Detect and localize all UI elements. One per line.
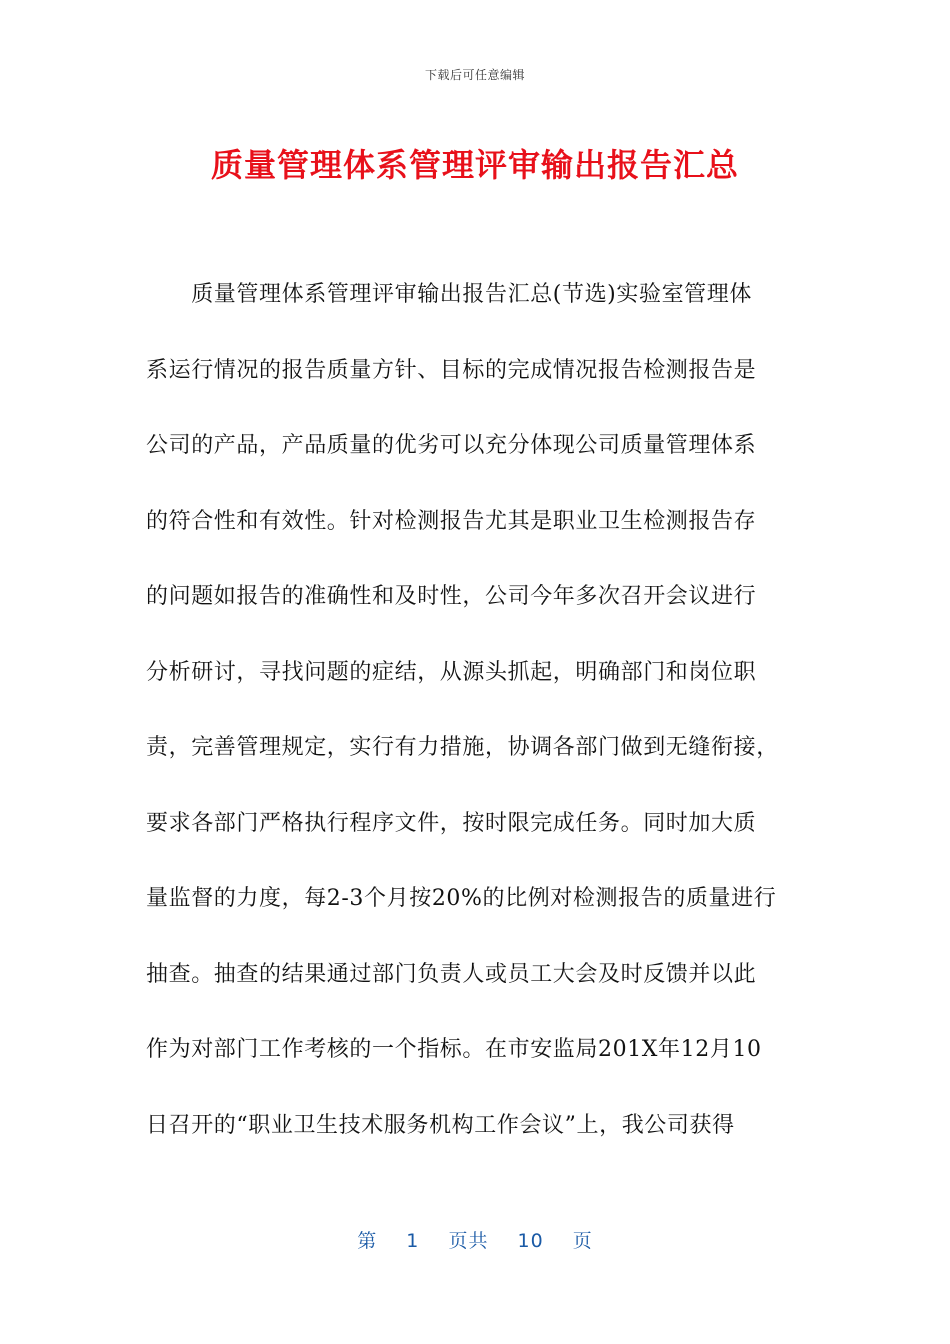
- header-note: 下载后可任意编辑: [424, 68, 525, 82]
- document-body: [146, 270, 806, 1176]
- body-line: 的问题如报告的准确性和及时性，公司今年多次召开会议进行: [146, 584, 757, 609]
- body-line: 分析研讨，寻找问题的症结，从源头抓起，明确部门和岗位职: [146, 659, 757, 685]
- footer-total-pages: 10: [517, 1230, 544, 1252]
- body-line: 要求各部门严格执行程序文件，按时限完成任务。同时加大质: [146, 810, 757, 836]
- page-footer: [0, 1226, 950, 1253]
- body-line: 系运行情况的报告质量方针、目标的完成情况报告检测报告是: [146, 357, 757, 383]
- body-line: 量监督的力度，每2-3个月按20%的比例对检测报告的质量进行: [146, 886, 777, 911]
- footer-prefix: 第: [357, 1230, 378, 1252]
- body-line: 责，完善管理规定，实行有力措施，协调各部门做到无缝衔接，: [146, 735, 779, 760]
- body-line: 公司的产品，产品质量的优劣可以充分体现公司质量管理体系: [146, 433, 757, 458]
- body-line: 作为对部门工作考核的一个指标。在市安监局201X年12月10: [146, 1037, 762, 1062]
- footer-page-number: 1: [406, 1230, 420, 1252]
- footer-suffix: 页: [572, 1230, 593, 1252]
- body-line: 抽查。抽查的结果通过部门负责人或员工大会及时反馈并以此: [146, 961, 757, 987]
- footer-middle: 页共: [448, 1230, 489, 1252]
- body-line: 日召开的“职业卫生技术服务机构工作会议”上，我公司获得: [146, 1112, 735, 1138]
- document-title: 质量管理体系管理评审输出报告汇总: [210, 146, 739, 184]
- body-line: 质量管理体系管理评审输出报告汇总(节选)实验室管理体: [146, 282, 752, 307]
- body-line: 的符合性和有效性。针对检测报告尤其是职业卫生检测报告存: [146, 508, 757, 534]
